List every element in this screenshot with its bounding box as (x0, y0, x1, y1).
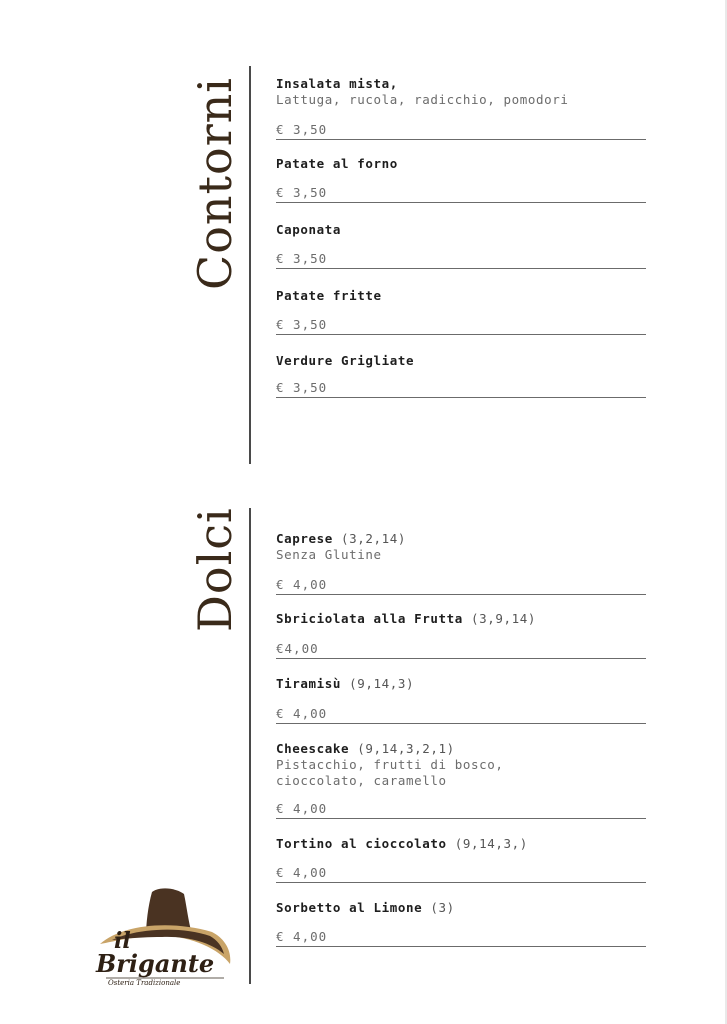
item-name: Tortino al cioccolato (276, 836, 447, 851)
item-allergens: (9,14,3,2,1) (357, 741, 455, 756)
svg-text:il: il (114, 928, 131, 954)
item-price: € 4,00 (276, 706, 328, 721)
menu-item (276, 269, 646, 335)
menu-item (276, 531, 646, 595)
item-name: Verdure Grigliate (276, 353, 415, 368)
item-name: Patate fritte (276, 288, 382, 303)
item-name: Sorbetto al Limone (276, 900, 423, 915)
dolci-list (276, 531, 646, 947)
item-price: € 3,50 (276, 317, 328, 332)
item-name: Tiramisù (276, 676, 342, 691)
item-name: Sbriciolata alla Frutta (276, 611, 463, 626)
menu-item (276, 819, 646, 883)
item-name: Insalata mista, (276, 76, 398, 91)
item-name: Patate al forno (276, 156, 398, 171)
section-divider-dolci (249, 508, 251, 984)
item-allergens: (3,2,14) (341, 531, 407, 546)
item-description: Pistacchio, frutti di bosco, cioccolato, caramello (276, 757, 504, 788)
item-name: Cheescake (276, 741, 350, 756)
item-allergens: (9,14,3,) (454, 836, 528, 851)
item-description: Lattuga, rucola, radicchio, pomodori (276, 92, 569, 107)
menu-item (276, 883, 646, 947)
item-price: € 4,00 (276, 865, 328, 880)
brand-logo (92, 884, 238, 988)
menu-item (276, 203, 646, 269)
item-price: €4,00 (276, 641, 319, 656)
hat-icon (92, 884, 238, 988)
section-title-contorni: Contorni (188, 76, 242, 290)
menu-item (276, 76, 646, 140)
menu-item (276, 140, 646, 203)
item-price: € 3,50 (276, 185, 328, 200)
contorni-list (276, 76, 646, 398)
item-price: € 3,50 (276, 251, 328, 266)
item-price: € 4,00 (276, 801, 328, 816)
item-price: € 3,50 (276, 380, 328, 395)
section-title-dolci: Dolci (188, 507, 242, 632)
item-description: Senza Glutine (276, 547, 382, 562)
item-price: € 4,00 (276, 929, 328, 944)
svg-text:Brigante: Brigante (96, 949, 215, 978)
item-price: € 4,00 (276, 577, 328, 592)
menu-item (276, 335, 646, 398)
item-allergens: (9,14,3) (349, 676, 415, 691)
item-allergens: (3) (430, 900, 455, 915)
section-divider-contorni (249, 66, 251, 464)
menu-item (276, 659, 646, 724)
menu-item (276, 595, 646, 659)
menu-item (276, 724, 646, 819)
item-name: Caprese (276, 531, 333, 546)
item-allergens: (3,9,14) (471, 611, 537, 626)
svg-text:Osteria Tradizionale: Osteria Tradizionale (108, 979, 181, 987)
item-name: Caponata (276, 222, 342, 237)
item-price: € 3,50 (276, 122, 328, 137)
